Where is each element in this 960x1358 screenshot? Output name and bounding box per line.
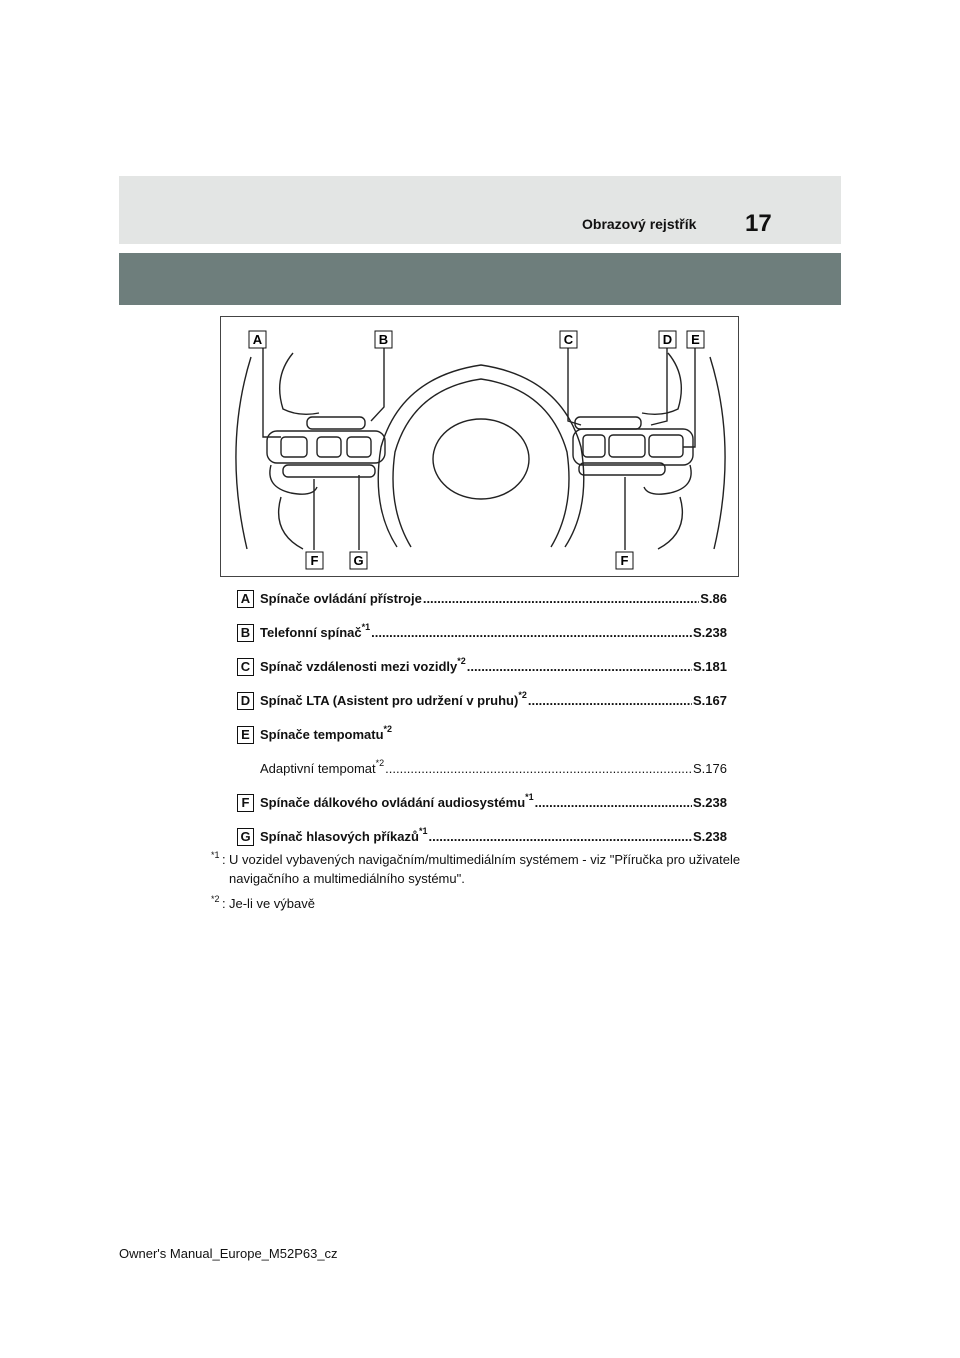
index-entry-a xyxy=(237,586,727,620)
svg-text:F: F xyxy=(620,553,629,568)
page-reference[interactable]: S.176 xyxy=(693,761,727,776)
index-entry-f xyxy=(237,790,727,824)
page-reference[interactable]: S.181 xyxy=(693,659,727,674)
page-reference[interactable]: S.86 xyxy=(700,591,727,606)
callout-D xyxy=(659,331,676,348)
leader-dots xyxy=(535,795,692,810)
footnote-marker: *2 xyxy=(383,723,393,734)
footnote-marker: *2 xyxy=(457,655,466,666)
leader-dots xyxy=(371,625,692,640)
callout-E xyxy=(687,331,704,348)
index-entry-d xyxy=(237,688,727,722)
svg-text:C: C xyxy=(563,332,574,347)
page-footer: Owner's Manual_Europe_M52P63_cz xyxy=(119,1246,338,1261)
footnote-marker: *2 xyxy=(518,689,527,700)
svg-text:B: B xyxy=(378,332,389,347)
callout-A xyxy=(249,331,266,348)
footnote-2: *2 : Je-li ve výbavě xyxy=(211,894,751,913)
footnote-mark: *1 xyxy=(211,850,220,860)
callout-B xyxy=(375,331,392,348)
entry-text: Spínač vzdálenosti mezi vozidly$^{*2}$ xyxy=(260,655,466,674)
callout-F-left xyxy=(306,552,323,569)
leader-dots xyxy=(385,761,692,776)
footnote-marker: *2 xyxy=(375,757,385,768)
entry-label: B xyxy=(237,624,254,642)
index-subentry-adaptive xyxy=(237,756,727,790)
footnote-marker: *1 xyxy=(525,791,534,802)
entry-label: C xyxy=(237,658,254,676)
page-number: 17 xyxy=(745,210,772,237)
index-entry-b xyxy=(237,620,727,654)
callout-F-right xyxy=(616,552,633,569)
steering-wheel-figure xyxy=(220,316,739,577)
entry-label: D xyxy=(237,692,254,710)
leader-dots xyxy=(423,591,699,606)
footnote-1: *1 : U vozidel vybavených navigačním/multimediálním systémem - viz "Příručka pro uživatele navigačního a multimediálního systému". xyxy=(211,850,751,888)
svg-text:D: D xyxy=(662,332,673,347)
svg-text:E: E xyxy=(691,332,700,347)
leader-dots xyxy=(428,829,692,844)
entry-label: F xyxy=(237,794,254,812)
page-reference[interactable]: S.238 xyxy=(693,795,727,810)
index-entry-e xyxy=(237,722,727,756)
footnotes xyxy=(211,850,751,919)
footnote-text: Je-li ve výbavě xyxy=(229,896,315,911)
index-entries xyxy=(237,586,727,858)
leader-dots xyxy=(528,693,692,708)
entry-label: G xyxy=(237,828,254,846)
entry-text: Spínač LTA (Asistent pro udržení v pruhu)$^{*2}$ xyxy=(260,689,527,708)
footnote-marker: *1 xyxy=(418,825,428,836)
svg-text:G: G xyxy=(353,553,364,568)
page-reference[interactable]: S.238 xyxy=(693,625,727,640)
callout-G xyxy=(350,552,367,569)
svg-text:A: A xyxy=(252,332,263,347)
entry-label: A xyxy=(237,590,254,608)
steering-wheel-illustration xyxy=(221,317,740,578)
page-reference[interactable]: S.167 xyxy=(693,693,727,708)
footnote-text: U vozidel vybavených navigačním/multimediálním systémem - viz "Příručka pro uživatele navigačního a multimediálního systému". xyxy=(229,852,741,886)
index-entry-c xyxy=(237,654,727,688)
entry-text: Spínače tempomatu$^{*2}$ xyxy=(260,723,393,742)
svg-text:F: F xyxy=(310,553,319,568)
footnote-marker: *1 xyxy=(361,621,371,632)
entry-text: Spínače ovládání přístroje xyxy=(260,591,422,606)
header-band xyxy=(119,176,841,244)
page-reference[interactable]: S.238 xyxy=(693,829,727,844)
footnote-mark: *2 xyxy=(211,894,220,904)
callout-C xyxy=(560,331,577,348)
section-bar xyxy=(119,253,841,305)
leader-dots xyxy=(467,659,692,674)
entry-text: Adaptivní tempomat$^{*2}$ xyxy=(260,757,385,776)
section-title: Obrazový rejstřík xyxy=(582,216,697,232)
entry-label: E xyxy=(237,726,254,744)
entry-text: Spínače dálkového ovládání audiosystému$^{*1}$ xyxy=(260,791,534,810)
entry-text: Telefonní spínač$^{*1}$ xyxy=(260,621,371,640)
entry-text: Spínač hlasových příkazů$^{*1}$ xyxy=(260,825,428,844)
